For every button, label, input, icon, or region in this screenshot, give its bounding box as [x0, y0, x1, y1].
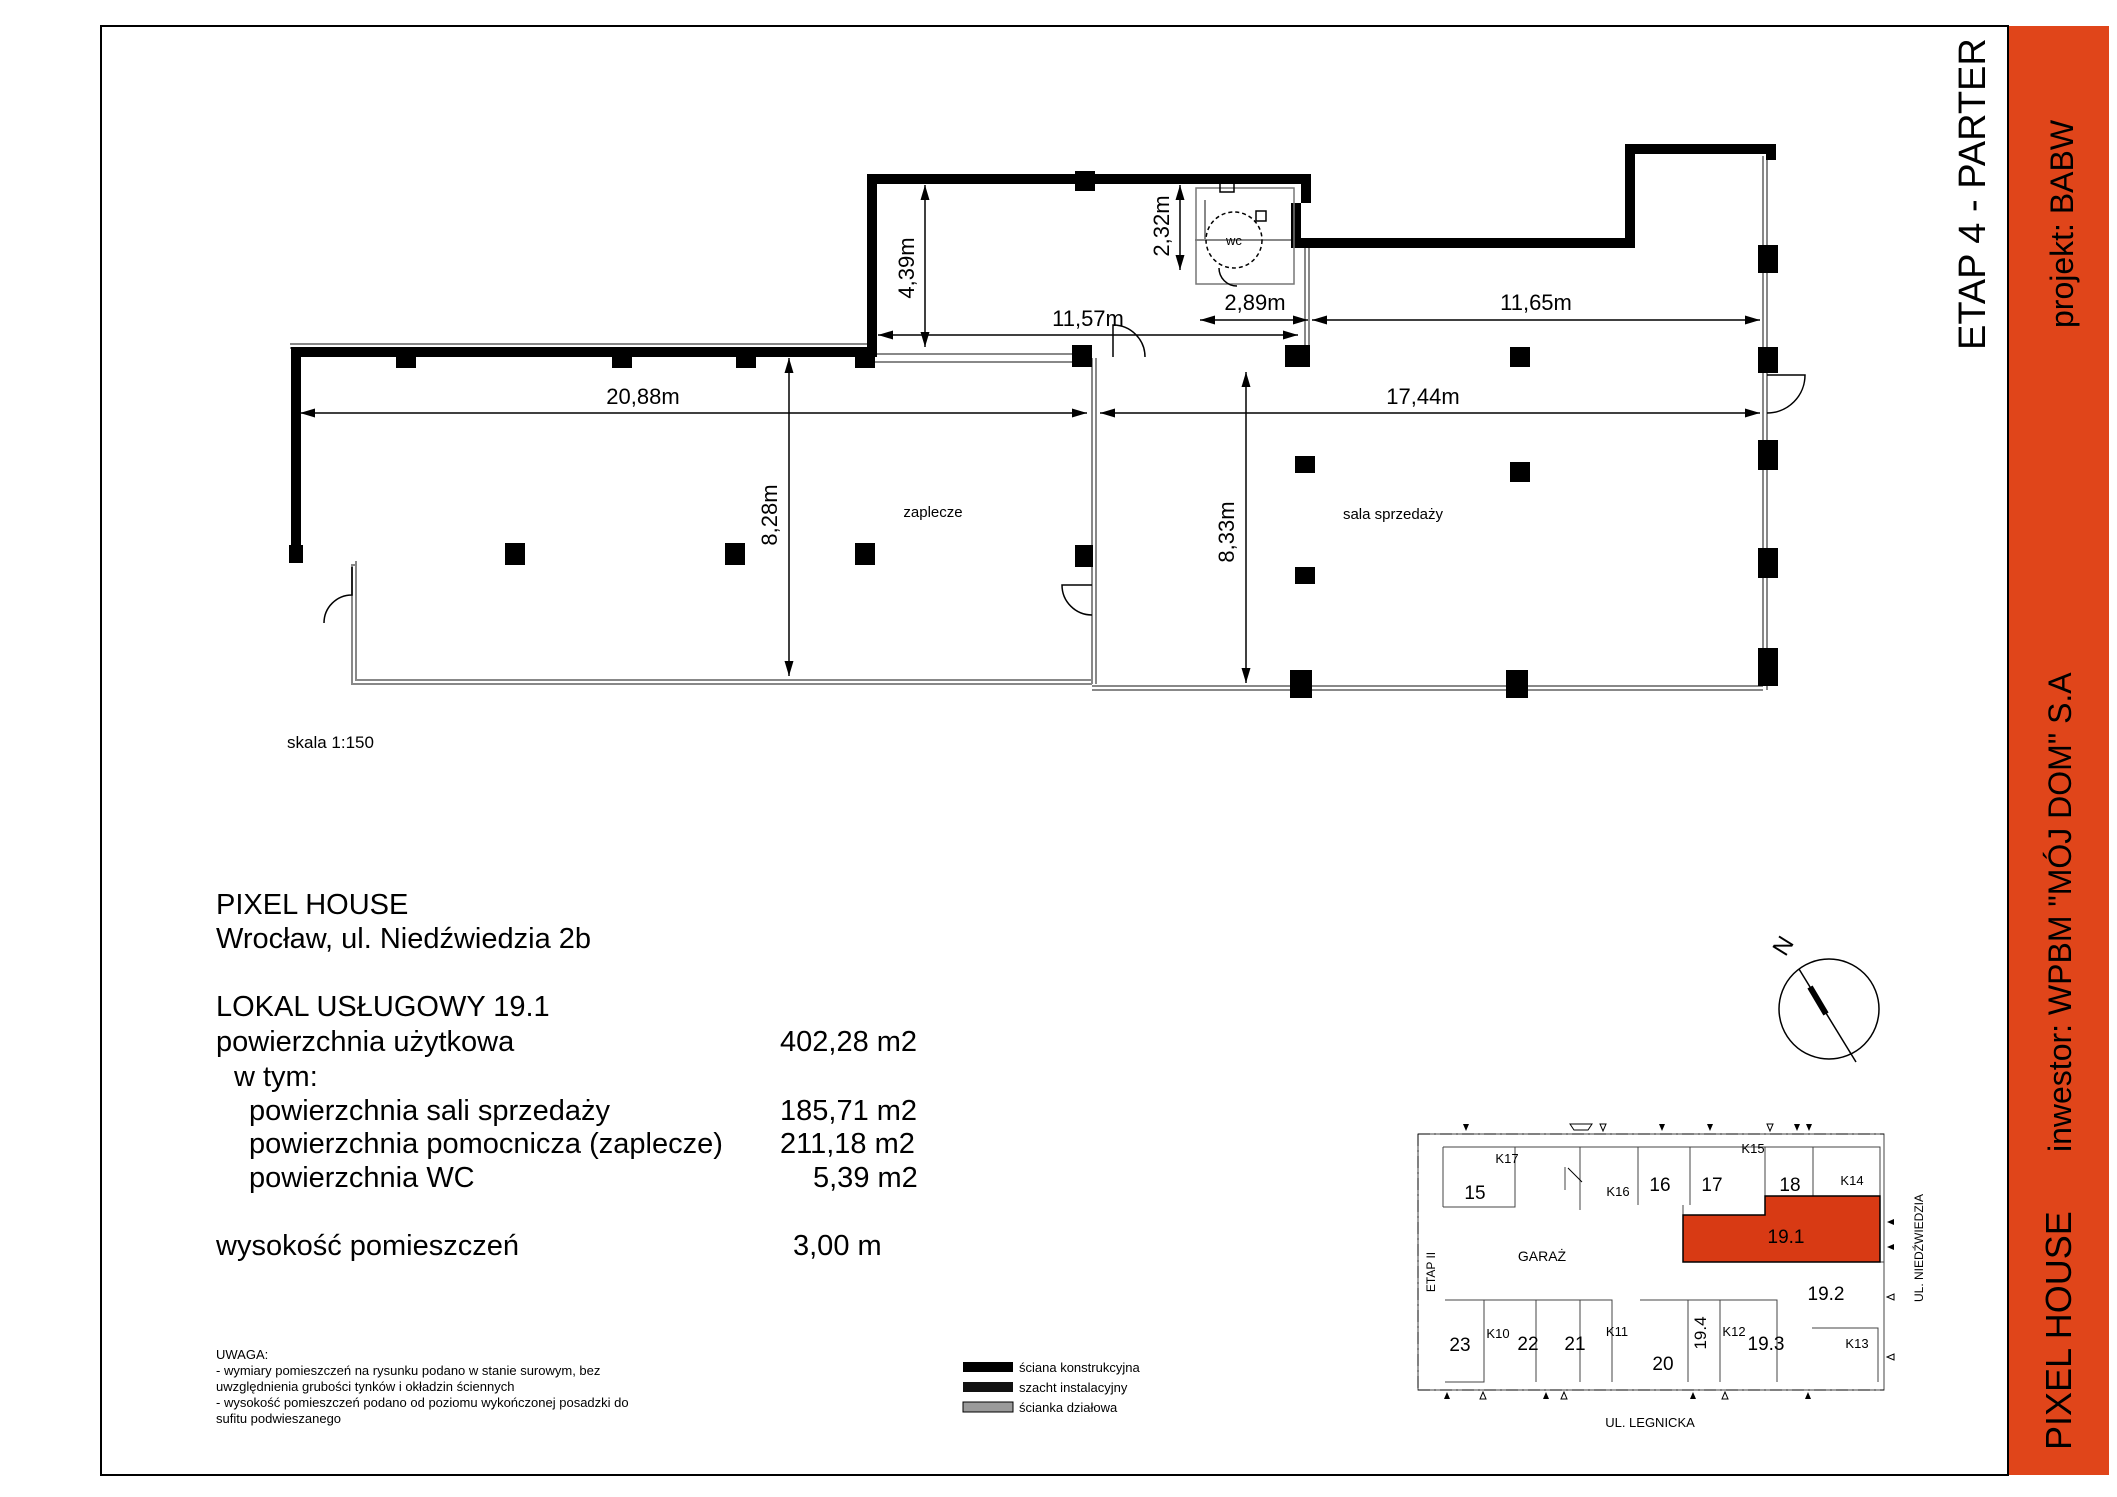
wc-room — [1196, 180, 1294, 286]
dim-8-28: 8,28m — [757, 484, 782, 546]
scale-label: skala 1:150 — [287, 733, 374, 752]
legend-swatches — [963, 1362, 1013, 1412]
info-usable-area-value: 402,28 m2 — [780, 1026, 918, 1058]
info-building-name: PIXEL HOUSE — [216, 889, 409, 921]
key-garage: GARAŻ — [1517, 1248, 1567, 1264]
key-unit-15: 15 — [1464, 1183, 1486, 1204]
key-unit-20: 20 — [1652, 1354, 1674, 1375]
project-label: projekt: BABW — [2044, 119, 2080, 328]
dim-17-44: 17,44m — [1386, 384, 1460, 409]
dim-11-65: 11,65m — [1500, 290, 1572, 315]
dim-2-89: 2,89m — [1224, 290, 1286, 315]
floor-plan — [287, 149, 1805, 752]
stage-title: ETAP 4 - PARTER — [1952, 38, 1994, 350]
info-wc-area-value: 5,39 m2 — [813, 1162, 918, 1194]
info-storage-area-label: powierzchnia pomocnicza (zaplecze) — [249, 1128, 723, 1160]
dimension-lines — [300, 185, 1760, 683]
key-unit-16: 16 — [1649, 1175, 1671, 1196]
key-street-east: UL. NIEDŹWIEDZIA — [1912, 1193, 1926, 1303]
info-height-label: wysokość pomieszczeń — [216, 1230, 519, 1262]
legend-label-shaft: szacht instalacyjny — [1019, 1380, 1128, 1395]
dim-8-33: 8,33m — [1214, 501, 1239, 563]
key-unit-19-4: 19.4 — [1691, 1316, 1710, 1350]
notes-heading: UWAGA: — [216, 1347, 269, 1362]
dim-4-39: 4,39m — [894, 237, 919, 299]
notes-line: - wysokość pomieszczeń podano od poziomu wykończonej posadzki do — [216, 1395, 629, 1410]
info-including-label: w tym: — [234, 1061, 318, 1093]
key-k14: K14 — [1840, 1173, 1864, 1188]
doors — [324, 325, 1805, 623]
info-unit-title: LOKAL USŁUGOWY 19.1 — [216, 991, 550, 1023]
key-unit-17: 17 — [1701, 1175, 1723, 1196]
key-street-south: UL. LEGNICKA — [1605, 1415, 1695, 1430]
dim-11-57: 11,57m — [1052, 306, 1124, 331]
key-plan-labels — [1424, 1141, 1926, 1430]
building-title: PIXEL HOUSE — [2038, 1211, 2079, 1450]
legend-labels — [1019, 1360, 1140, 1415]
key-unit-19-2: 19.2 — [1807, 1284, 1845, 1305]
north-arrow — [1768, 932, 1879, 1062]
dim-2-32: 2,32m — [1149, 195, 1174, 257]
info-usable-area-label: powierzchnia użytkowa — [216, 1026, 515, 1058]
notes-line: uwzględnienia grubości tynków i okładzin ściennych — [216, 1379, 515, 1394]
key-unit-19-1: 19.1 — [1767, 1227, 1805, 1248]
key-unit-23: 23 — [1449, 1335, 1471, 1356]
room-label-sales: sala sprzedaży — [1342, 506, 1444, 523]
info-height-value: 3,00 m — [793, 1230, 882, 1262]
info-storage-area-value: 211,18 m2 — [780, 1128, 915, 1160]
legend-label-structural-wall: ściana konstrukcyjna — [1019, 1360, 1140, 1375]
north-label: N — [1767, 931, 1800, 961]
dim-20-88: 20,88m — [606, 384, 680, 409]
notes-line: - wymiary pomieszczeń na rysunku podano w stanie surowym, bez — [216, 1363, 601, 1378]
room-label-storage: zaplecze — [903, 504, 963, 521]
key-k15: K15 — [1741, 1141, 1765, 1156]
structural-walls — [296, 149, 1771, 562]
room-label-wc: wc — [1226, 233, 1242, 248]
info-sales-area-label: powierzchnia sali sprzedaży — [249, 1095, 611, 1127]
key-k10: K10 — [1486, 1326, 1510, 1341]
partition-walls — [290, 156, 1767, 690]
investor-label: inwestor: WPBM "MÓJ DOM" S.A — [2042, 672, 2078, 1152]
notes-line: sufitu podwieszanego — [216, 1411, 342, 1426]
structural-columns — [289, 171, 1778, 698]
key-unit-22: 22 — [1517, 1334, 1539, 1355]
key-k16: K16 — [1606, 1184, 1630, 1199]
info-wc-area-label: powierzchnia WC — [249, 1162, 475, 1194]
key-unit-21: 21 — [1564, 1334, 1586, 1355]
key-k12: K12 — [1722, 1324, 1746, 1339]
key-unit-18: 18 — [1779, 1175, 1801, 1196]
legend-label-partition: ścianka działowa — [1019, 1400, 1118, 1415]
info-address: Wrocław, ul. Niedźwiedzia 2b — [216, 923, 592, 955]
key-stage-2: ETAP II — [1424, 1251, 1438, 1293]
info-sales-area-value: 185,71 m2 — [780, 1095, 918, 1127]
key-k17: K17 — [1495, 1151, 1519, 1166]
key-k13: K13 — [1845, 1336, 1869, 1351]
key-unit-19-3: 19.3 — [1747, 1334, 1785, 1355]
key-k11: K11 — [1605, 1324, 1629, 1339]
